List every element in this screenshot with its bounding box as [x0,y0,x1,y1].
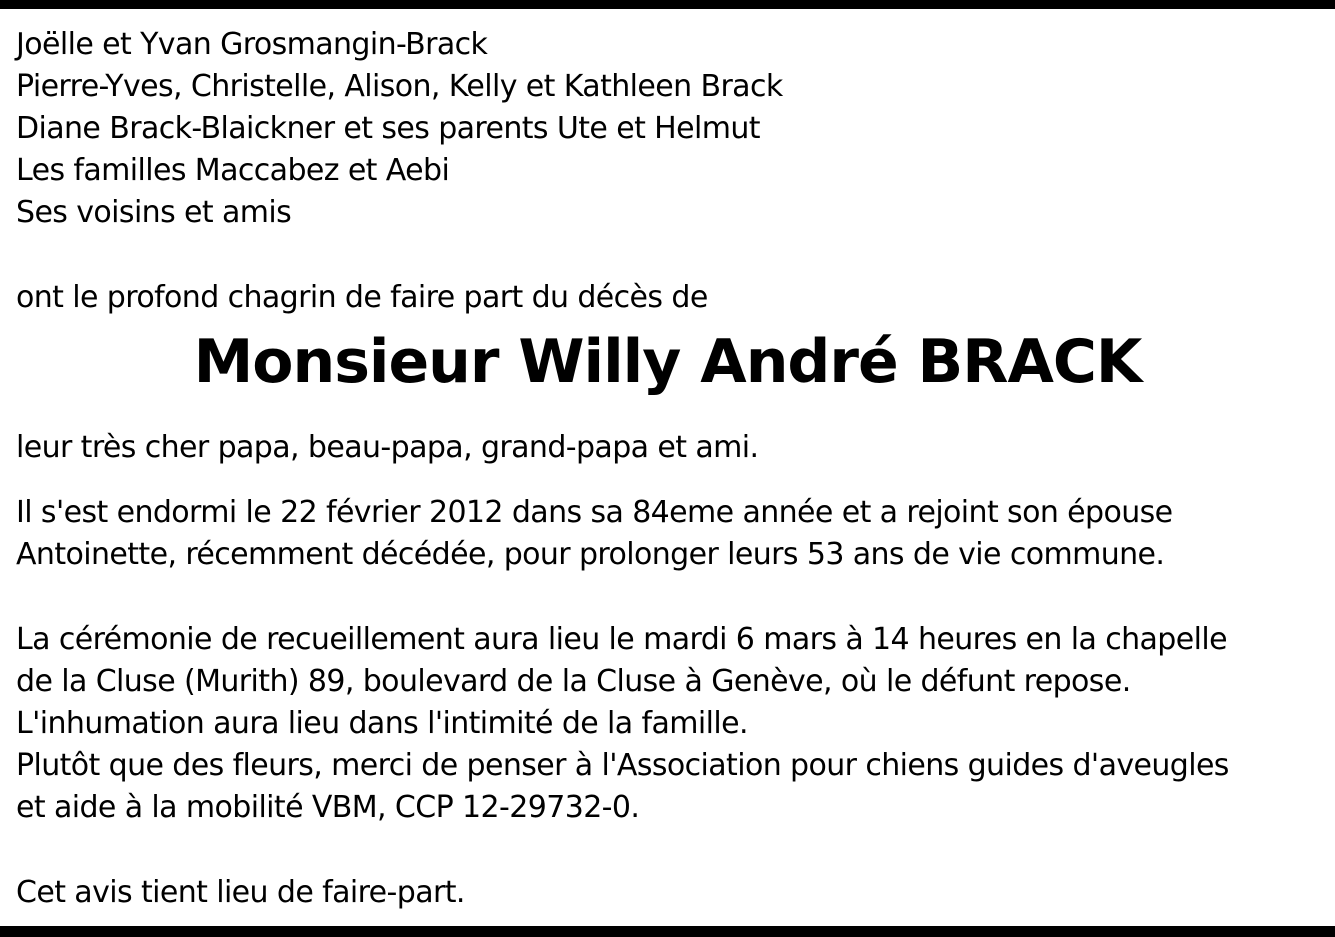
ceremony-line: de la Cluse (Murith) 89, boulevard de la Cluse à Genève, où le défunt repose. [16,664,1131,699]
ceremony-line: Plutôt que des fleurs, merci de penser à l'Association pour chiens guides d'aveugles [16,748,1229,783]
family-line: Diane Brack-Blaickner et ses parents Ute et Helmut [16,111,760,146]
family-line: Joëlle et Yvan Grosmangin-Brack [16,27,488,62]
bottom-border-rule [0,926,1335,937]
announcement-text: ont le profond chagrin de faire part du décès de [16,280,708,315]
passing-line: Antoinette, récemment décédée, pour prolonger leurs 53 ans de vie commune. [16,537,1165,572]
deceased-name: Monsieur Willy André BRACK [193,327,1142,397]
top-border-rule [0,0,1335,9]
family-line: Pierre-Yves, Christelle, Alison, Kelly et Kathleen Brack [16,69,783,104]
ceremony-line: La cérémonie de recueillement aura lieu le mardi 6 mars à 14 heures en la chapelle [16,622,1227,657]
family-line: Ses voisins et amis [16,195,292,230]
relation-text: leur très cher papa, beau-papa, grand-papa et ami. [16,430,759,465]
family-line: Les familles Maccabez et Aebi [16,153,450,188]
closing-text: Cet avis tient lieu de faire-part. [16,875,465,910]
ceremony-line: et aide à la mobilité VBM, CCP 12-29732-0. [16,790,640,825]
passing-line: Il s'est endormi le 22 février 2012 dans sa 84eme année et a rejoint son épouse [16,495,1173,530]
ceremony-line: L'inhumation aura lieu dans l'intimité de la famille. [16,706,748,741]
